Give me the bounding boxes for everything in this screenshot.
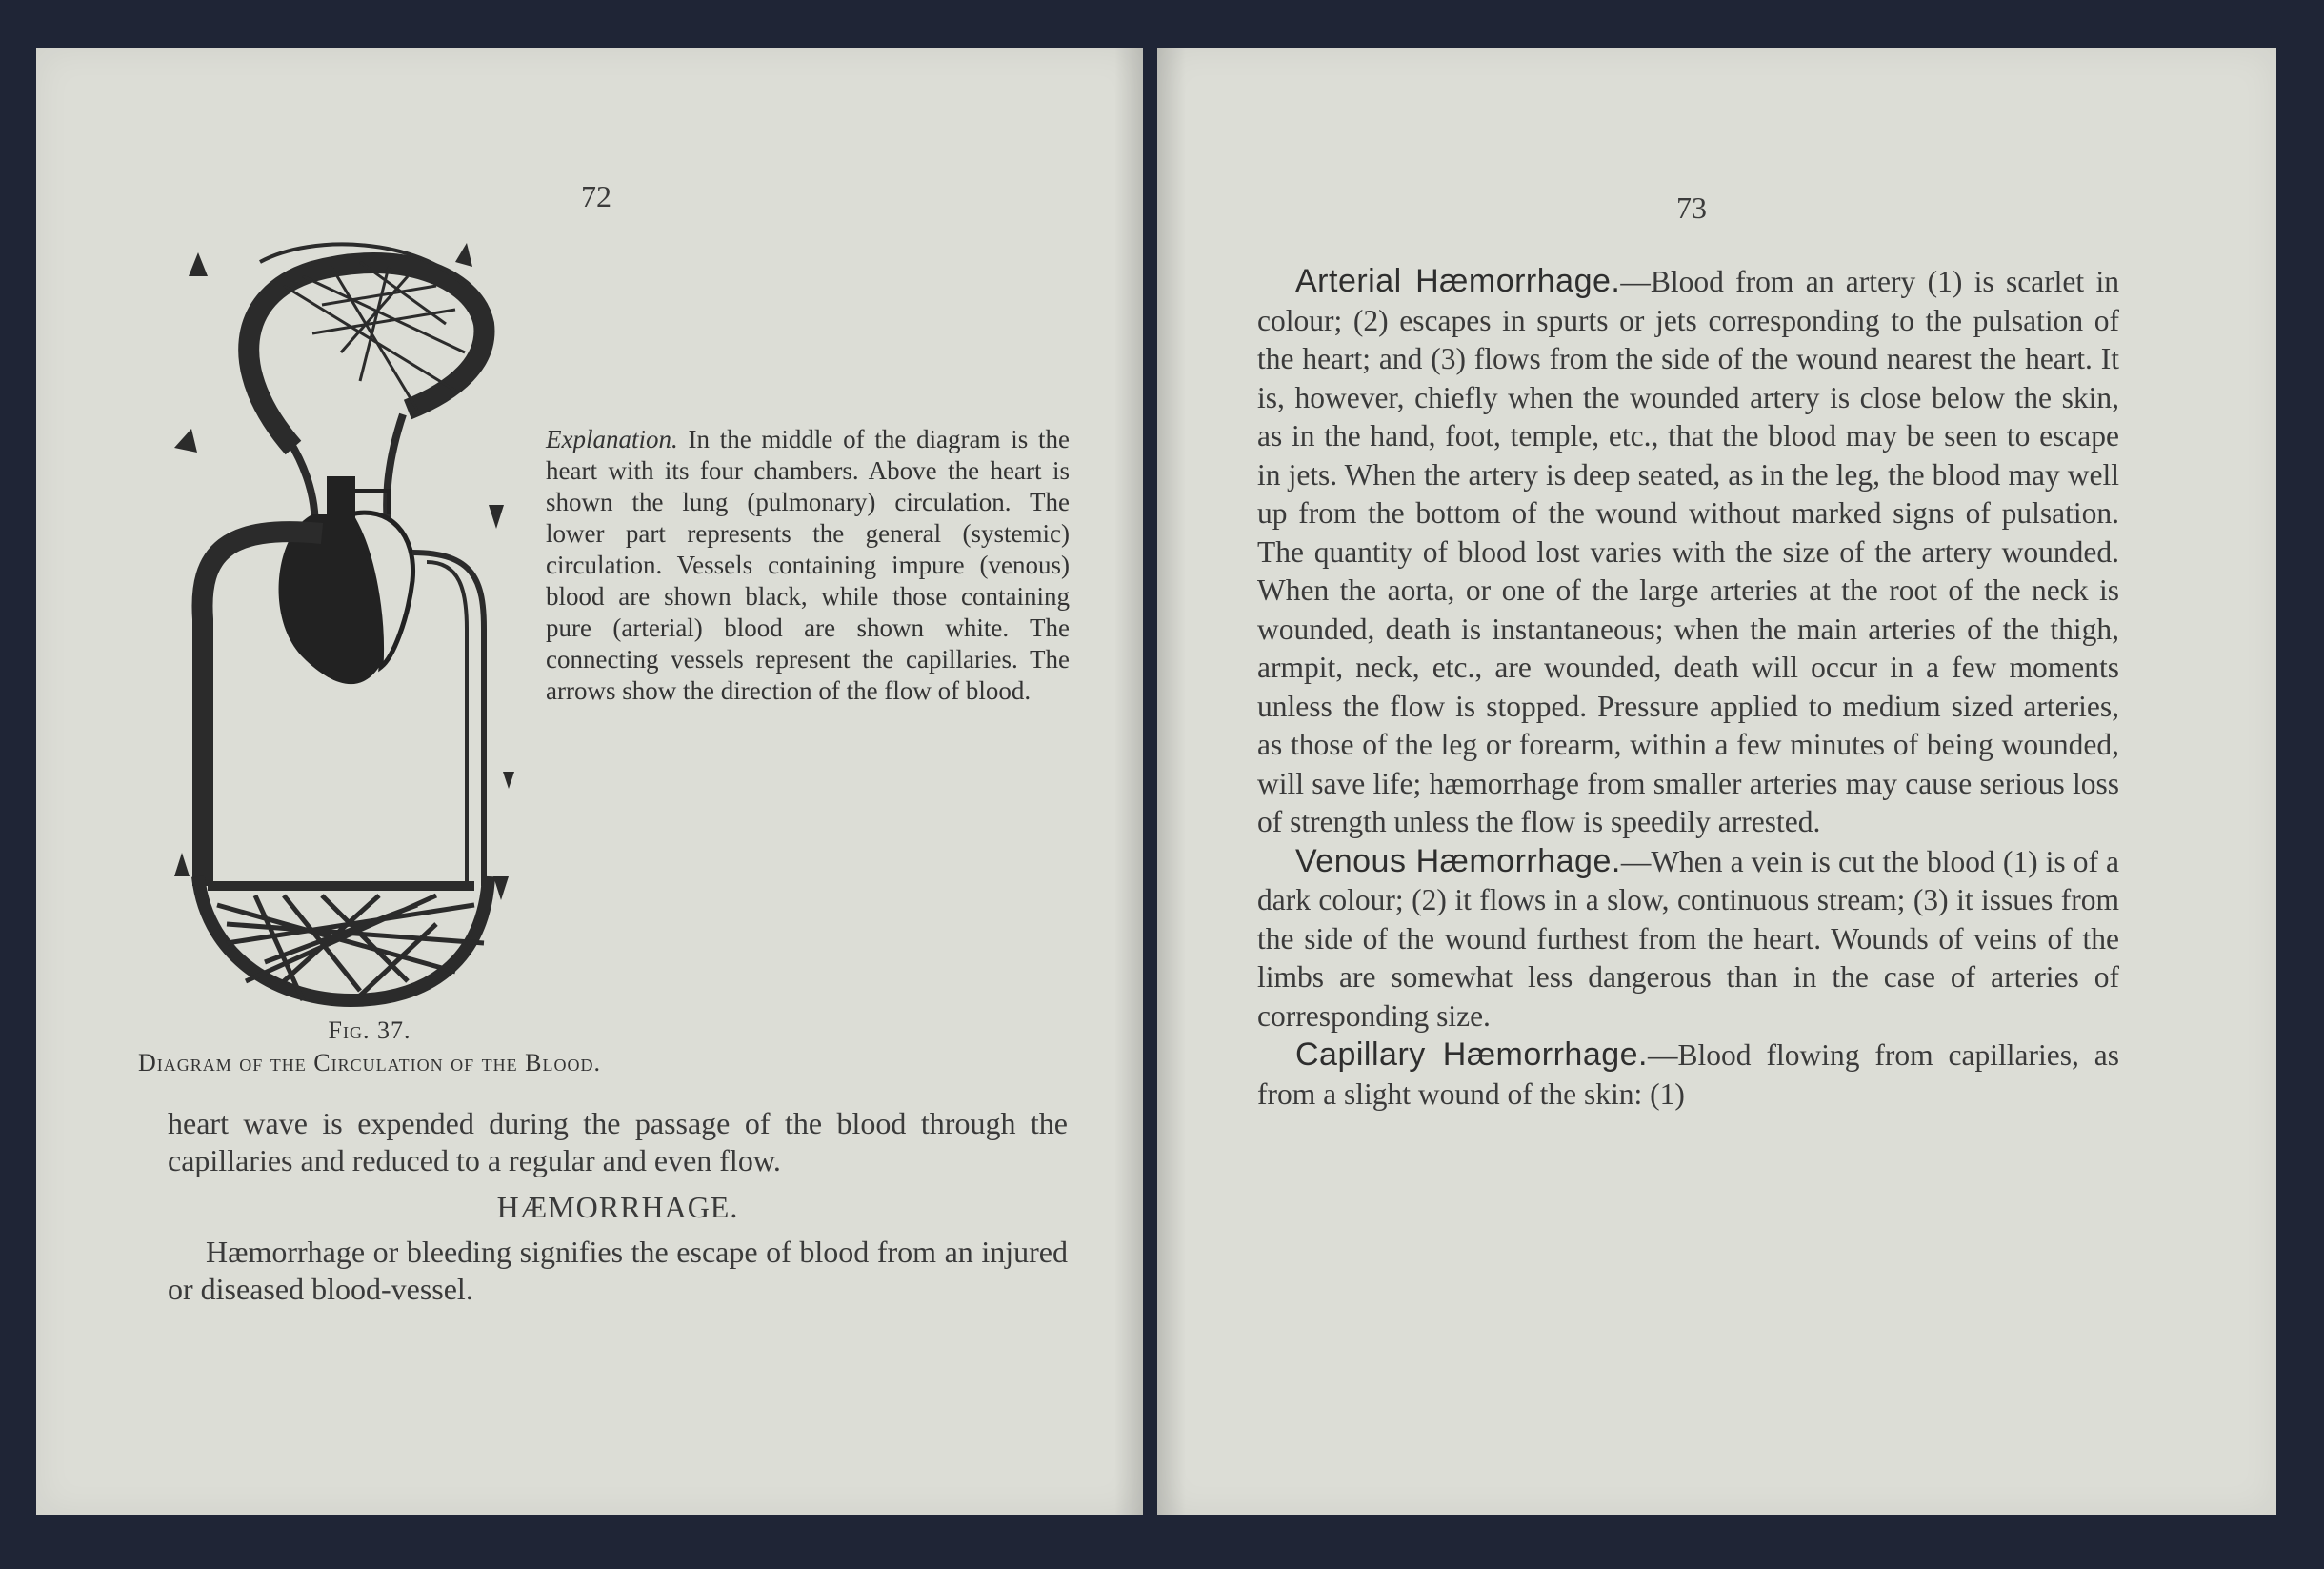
arterial-text: —Blood from an artery (1) is scarlet in colour; (2) escapes in spurts or jets corresponding to the pulsation of the heart; and (3) flows from the side of the wound nearest the heart. It is, however, chiefly when the wounded artery is close below the skin, as in the hand, foot, temple, etc., that the blood may be seen to escape in jets. When the artery is deep seated, as in the leg, the blood may well up from the bottom of the wound without marked signs of pulsation. The quantity of blood lost varies with the size of the artery wounded. When the aorta, or one of the large arteries at the root of the neck is wounded, death is instantaneous; when the main arteries of the thigh, armpit, neck, etc., are wounded, death will occur in a few moments unless the flow is stopped. Pressure applied to medium sized arteries, as those of the leg or forearm, within a few minutes of being wounded, will save life; hæmorrhage from smaller arteries may cause serious loss of strength unless the flow is speedily arrested. (1257, 265, 2119, 838)
venous-heading: Venous Hæmorrhage. (1295, 842, 1621, 879)
capillary-paragraph (1257, 1036, 2119, 1114)
right-page (1157, 48, 2276, 1515)
left-page (36, 48, 1143, 1515)
arterial-heading: Arterial Hæmorrhage. (1295, 263, 1621, 299)
spine-shadow (1114, 48, 1143, 1515)
figure-number: Fig. 37. (328, 1016, 411, 1044)
page-number-left: 72 (581, 179, 611, 213)
heart (279, 476, 413, 684)
page-number-right: 73 (1676, 191, 1707, 225)
capillary-text: —Blood flowing from capillaries, as from a slight wound of the skin: (1) (1257, 1038, 2119, 1111)
left-body-text (168, 1105, 1068, 1308)
venous-text: —When a vein is cut the blood (1) is of a dark colour; (2) it flows in a slow, continuous stream; (3) it issues from the side of the wound furthest from the heart. Wounds of veins of the limbs are somewhat less dangerous than in the case of arteries of corresponding size. (1257, 844, 2119, 1033)
figure-caption (112, 1015, 627, 1079)
lung-circulation (249, 244, 484, 543)
haemorrhage-definition: Hæmorrhage or bleeding signifies the escape of blood from an injured or diseased blood-vessel. (168, 1235, 1068, 1306)
capillary-heading: Capillary Hæmorrhage. (1295, 1036, 1649, 1073)
arterial-paragraph (1257, 262, 2119, 842)
figure-explanation (546, 424, 1070, 707)
spine-shadow (1157, 48, 1186, 1515)
continuation-paragraph: heart wave is expended during the passage of the blood through the capillaries and reduced to a regular and even flow. (168, 1106, 1068, 1177)
figure-title: Diagram of the Circulation of the Blood. (138, 1049, 601, 1076)
venous-paragraph (1257, 842, 2119, 1036)
right-body-text (1257, 262, 2119, 1114)
circulation-diagram (170, 219, 589, 1038)
explanation-text: In the middle of the diagram is the heart with its four chambers. Above the heart is shown the lung (pulmonary) circulation. The lower part represents the general (systemic) circulation. Vessels containing impure (venous) blood are shown black, while those containing pure (arterial) blood are shown white. The connecting vessels represent the capillaries. The arrows show the direction of the flow of blood. (546, 425, 1070, 705)
explanation-label: Explanation. (546, 425, 678, 453)
section-heading: HÆMORRHAGE. (496, 1190, 739, 1224)
